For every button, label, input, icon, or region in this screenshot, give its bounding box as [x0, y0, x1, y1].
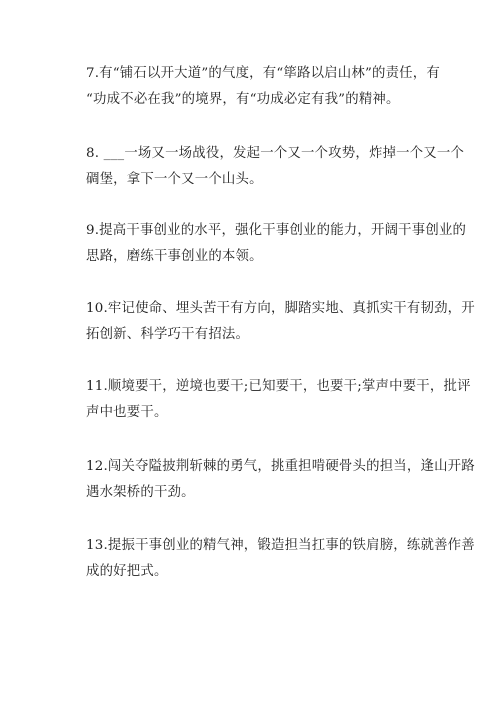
paragraph-7	[86, 61, 440, 113]
paragraph-12	[86, 454, 475, 506]
paragraph-11-line-2: 声中也要干。	[86, 405, 168, 420]
paragraph-8-line-1: 8. ___一场又一场战役，发起一个又一个攻势，炸掉一个又一个	[86, 146, 465, 161]
paragraph-9-line-2: 思路，磨练干事创业的本领。	[86, 249, 263, 264]
paragraph-12-line-1: 12.闯关夺隘披荆斩棘的勇气，挑重担啃硬骨头的担当，逢山开路	[86, 459, 475, 474]
paragraph-8	[86, 141, 465, 193]
paragraph-7-line-1: 7.有“铺石以开大道”的气度，有“筚路以启山林”的责任，有	[86, 66, 440, 81]
paragraph-7-line-2: “功成不必在我”的境界，有“功成必定有我”的精神。	[86, 92, 400, 107]
paragraph-9-line-1: 9.提高干事创业的水平，强化干事创业的能力，开阔干事创业的	[86, 223, 467, 238]
paragraph-10-line-1: 10.牢记使命、埋头苦干有方向，脚踏实地、真抓实干有韧劲，开	[86, 301, 475, 316]
paragraph-10	[86, 296, 475, 348]
paragraph-11-line-1: 11.顺境要干，逆境也要干;已知要干，也要干;掌声中要干，批评	[86, 379, 471, 394]
paragraph-13-line-2: 成的好把式。	[86, 564, 168, 579]
paragraph-9	[86, 218, 467, 270]
paragraph-11	[86, 374, 471, 426]
paragraph-10-line-2: 拓创新、科学巧干有招法。	[86, 327, 250, 342]
paragraph-12-line-2: 遇水架桥的干劲。	[86, 485, 195, 500]
paragraph-8-line-2: 碉堡，拿下一个又一个山头。	[86, 172, 263, 187]
paragraph-13	[86, 533, 475, 585]
paragraph-13-line-1: 13.提振干事创业的精气神，锻造担当扛事的铁肩膀，练就善作善	[86, 538, 475, 553]
